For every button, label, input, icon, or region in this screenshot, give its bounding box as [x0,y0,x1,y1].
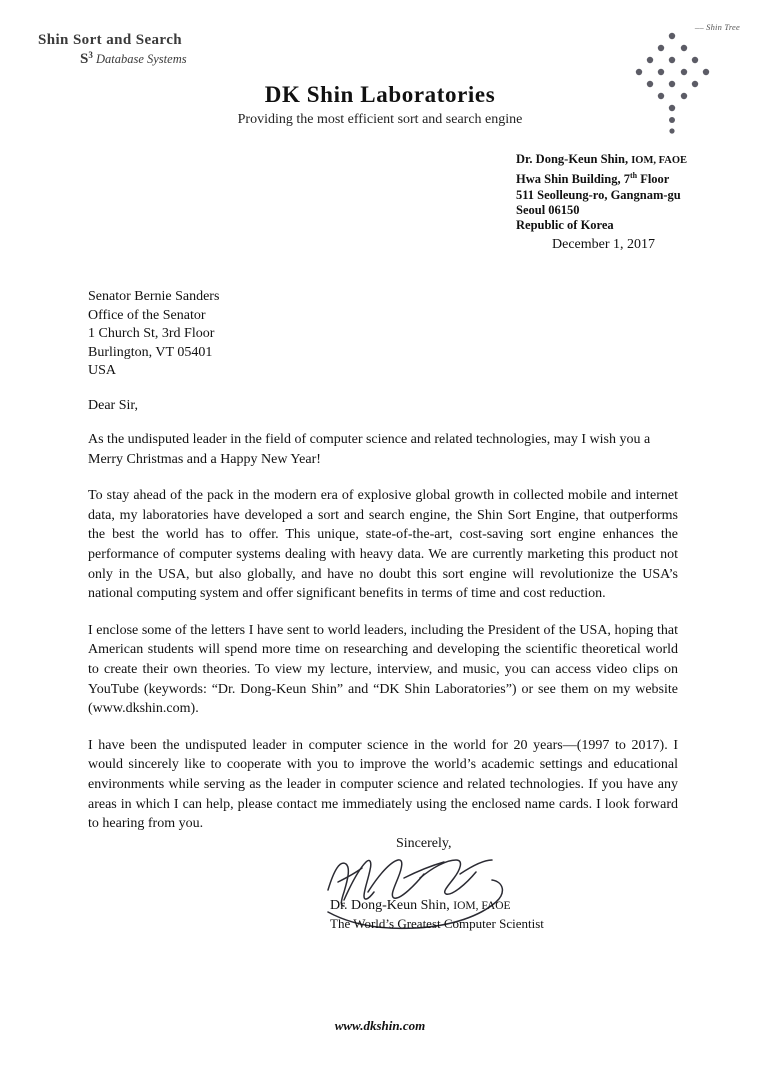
shin-tree-label-text: Shin Tree [706,22,740,32]
recipient-line-3: 1 Church St, 3rd Floor [88,326,215,342]
document-title-block [0,82,760,128]
body-paragraph-3: I enclose some of the letters I have sent to world leaders, including the President of the USA, hoping that American students will spend more time on researching and developing the scientific theoretical world to create their own theories. To view my lecture, interview, and music, you can access video clips on YouTube (keywords: “Dr. Dong-Keun Shin” and “DK Shin Laboratories”) or see them on my website (www.dkshin.com). [88,622,678,717]
letter-date: December 1, 2017 [552,237,656,252]
brand-database-systems: Database Systems [95,52,187,67]
recipient-line-4: Burlington, VT 05401 [88,344,213,360]
sender-address-line-4: Republic of Korea [516,217,614,232]
closing-text: Sincerely, [396,836,452,851]
sender-address-line-1 [516,168,687,187]
brand-subtitle-line [80,50,338,68]
recipient-line-5: USA [88,363,117,379]
page-subtitle: Providing the most efficient sort and search engine [237,112,523,127]
sender-floor-text: Floor [637,172,670,187]
sender-name: Dr. Dong-Keun Shin, [516,152,629,166]
recipient-line-2: Office of the Senator [88,307,206,323]
signature-block [330,836,590,931]
signatory-subtitle: The World’s Greatest Computer Scientist [330,916,544,931]
letter-body [88,430,678,851]
brand-name-line: Shin Sort and Search [38,32,183,48]
sender-address-line-2: 511 Seolleung-ro, Gangnam-gu [516,187,681,202]
sender-address-line-3: Seoul 06150 [516,202,580,217]
body-paragraph-4: I have been the undisputed leader in computer science in the world for 20 years—(1997 to 2017). I would sincerely like to cooperate with you to improve the world’s academic settings and educational environments while serving as the leader in computer science and related technologies. If you have any areas in which I can help, please contact me immediately using the enclosed name cards. I look forward to hearing from you. [88,737,678,832]
sender-credentials: IOM, FAOE [631,155,688,166]
sender-floor-sup: th [629,171,638,181]
signatory-credentials: IOM, FAOE [453,900,511,912]
body-paragraph-1: As the undisputed leader in the field of computer science and related technologies, may I wish you a Merry Christmas and a Happy New Year! [88,432,651,467]
brand-s-letter: S [80,51,89,68]
recipient-address [88,288,219,381]
letterhead-brand [38,32,338,68]
brand-superscript: 3 [88,50,93,60]
footer-website[interactable]: www.dkshin.com [334,1018,426,1033]
page-title: DK Shin Laboratories [264,82,496,107]
signatory-name: Dr. Dong-Keun Shin, [330,898,450,913]
salutation: Dear Sir, [88,398,138,413]
sender-building: Hwa Shin Building, 7 [516,172,630,187]
shin-tree-label: –– Shin Tree [694,22,740,32]
signatory-name-line [330,898,511,914]
body-paragraph-2: To stay ahead of the pack in the modern era of explosive global growth in collected mobile and internet data, my laboratories have developed a sort and search engine, the Shin Sort Engine, that outperforms the best the world has to offer. This unique, state-of-the-art, cost-saving sort engine enhances the performance of computer systems dealing with heavy data. We are currently marketing this product not only in the USA, but also globally, and have no doubt this sort engine will revolutionize the USA’s national computing system and offer significant benefits in terms of time and cost reduction. [88,488,678,602]
recipient-line-1: Senator Bernie Sanders [88,289,220,304]
sender-address [516,152,687,233]
sender-name-line [516,152,687,168]
